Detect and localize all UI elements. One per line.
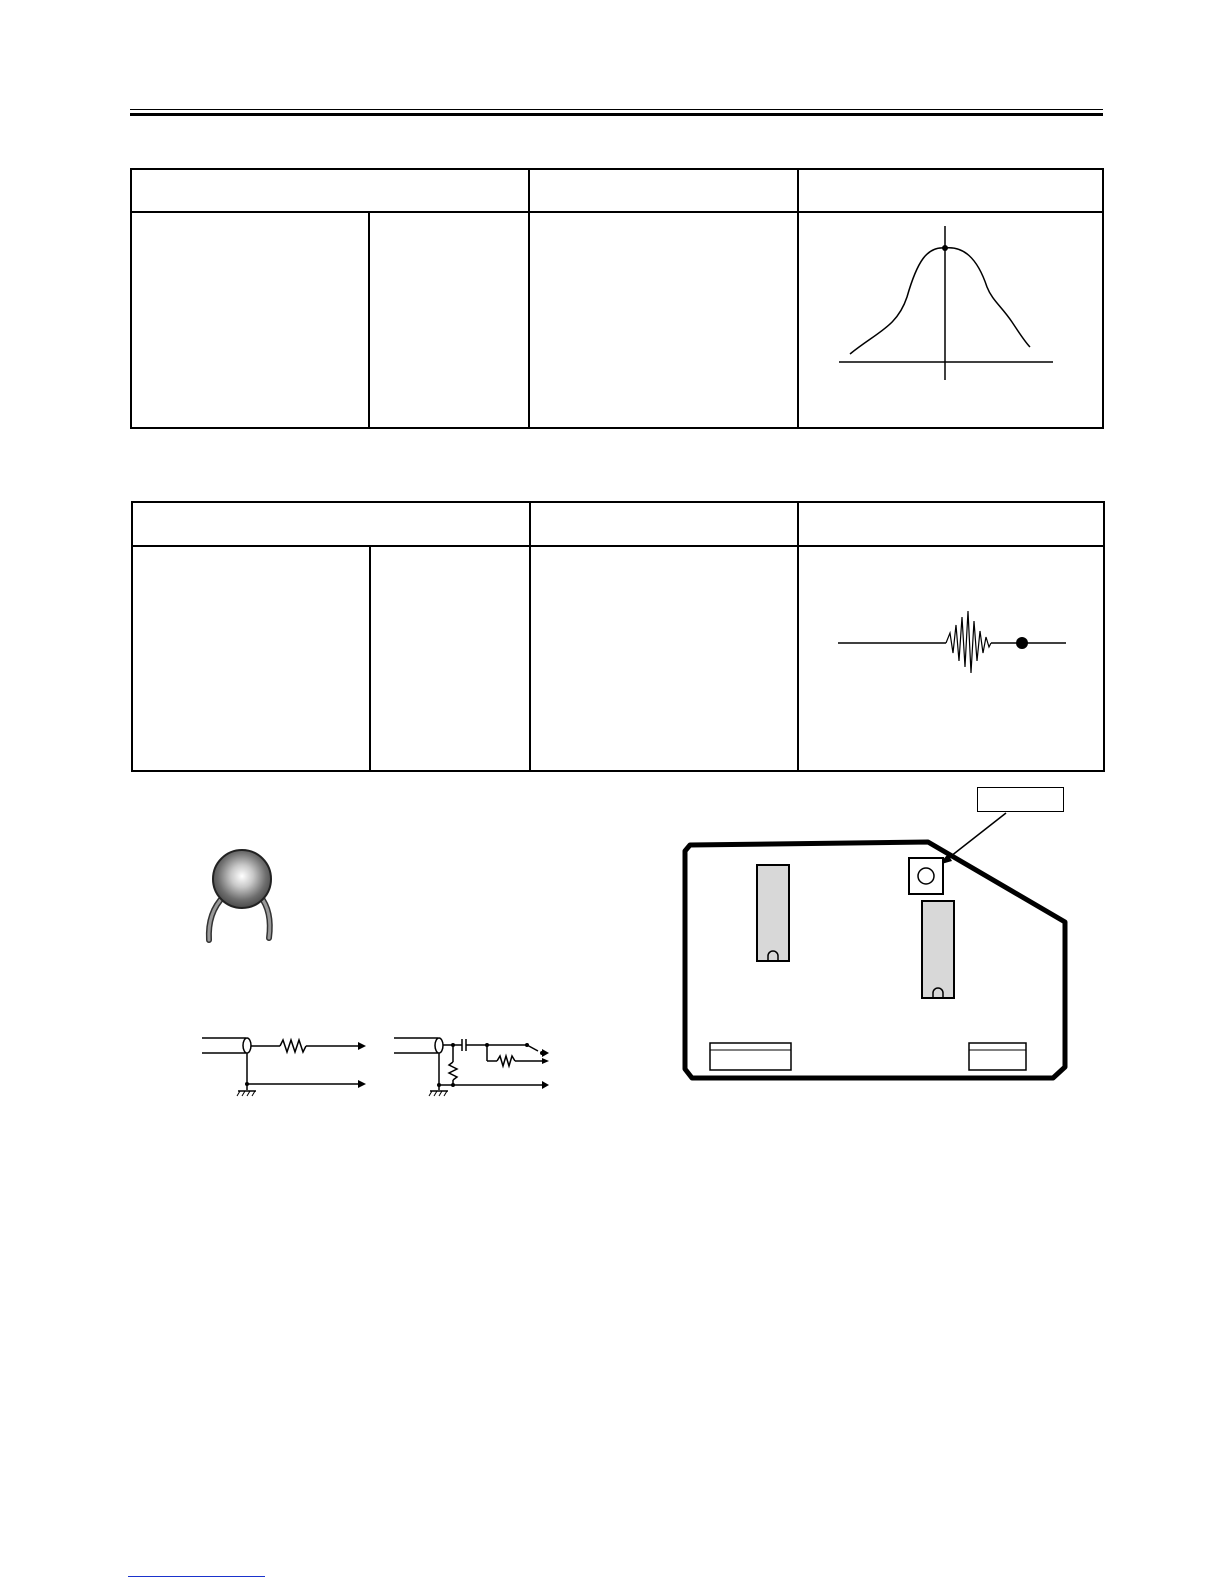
- header-rule-thin: [130, 109, 1103, 110]
- probe-circuit-left-diagram: [200, 1032, 370, 1102]
- table-col-divider: [529, 503, 531, 770]
- footer-link[interactable]: [128, 1576, 265, 1577]
- table-subcol-divider: [368, 211, 370, 427]
- burst-waveform-icon: [836, 603, 1071, 678]
- pcb-board-diagram: [680, 805, 1080, 1090]
- probe-circuit-right-diagram: [392, 1032, 557, 1102]
- bell-curve-waveform-icon: [832, 222, 1062, 382]
- header-rule-thick: [130, 113, 1103, 116]
- table-col-divider: [528, 170, 530, 427]
- table-col-divider: [797, 170, 799, 427]
- table-col-divider: [797, 503, 799, 770]
- table-header-divider: [133, 545, 1103, 547]
- disc-component-icon: [198, 848, 288, 948]
- table-header-divider: [132, 211, 1102, 213]
- spec-table-2: [131, 501, 1105, 772]
- spec-table-1: [130, 168, 1104, 429]
- table-subcol-divider: [369, 545, 371, 770]
